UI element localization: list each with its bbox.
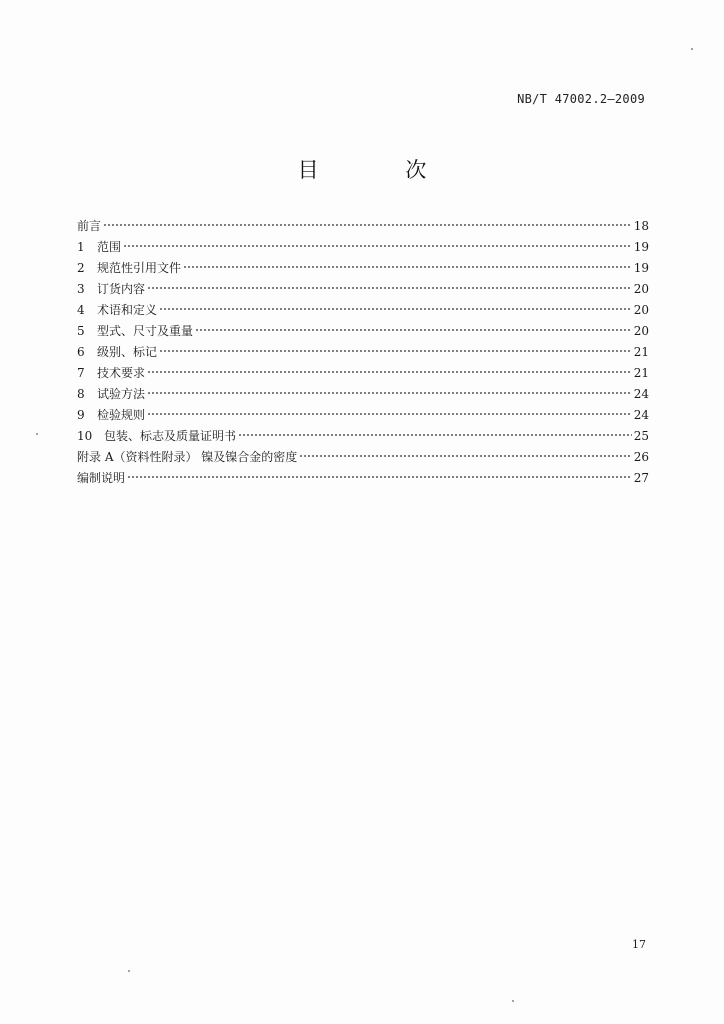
- toc-entry-foreword[interactable]: [77, 216, 649, 237]
- toc-number: 10: [77, 429, 93, 443]
- toc-page-number: 19: [633, 261, 649, 275]
- toc-page-number: 25: [633, 429, 649, 443]
- toc-entry-5[interactable]: [77, 321, 649, 342]
- toc-entry-6[interactable]: [77, 342, 649, 363]
- scan-speck: [512, 1000, 514, 1002]
- toc-entry-8[interactable]: [77, 384, 649, 405]
- page-number: 17: [632, 938, 646, 951]
- toc-label: 编制说明: [77, 471, 126, 485]
- scan-speck: [128, 970, 130, 972]
- toc-label: 术语和定义: [97, 303, 158, 317]
- toc-leader-dots: [159, 307, 632, 311]
- toc-leader-dots: [147, 286, 632, 290]
- toc-page-number: 19: [633, 240, 649, 254]
- toc-label: 附录 A（资料性附录） 镍及镍合金的密度: [77, 450, 298, 464]
- toc-number: 4: [77, 303, 85, 317]
- toc-label: 检验规则: [97, 408, 146, 422]
- toc-entry-1[interactable]: [77, 237, 649, 258]
- toc-number: 2: [77, 261, 85, 275]
- scan-speck: [691, 48, 693, 50]
- toc-entry-7[interactable]: [77, 363, 649, 384]
- toc-number: 3: [77, 282, 85, 296]
- toc-leader-dots: [147, 370, 632, 374]
- toc-page-number: 21: [633, 345, 649, 359]
- toc-leader-dots: [123, 244, 632, 248]
- toc-page-number: 27: [633, 471, 649, 485]
- toc-entry-appendix-a[interactable]: [77, 447, 649, 468]
- toc-label: 技术要求: [97, 366, 146, 380]
- toc-leader-dots: [183, 265, 632, 269]
- toc-leader-dots: [103, 223, 632, 227]
- standard-number: NB/T 47002.2—2009: [517, 92, 645, 106]
- toc-entry-9[interactable]: [77, 405, 649, 426]
- toc-label: 范围: [97, 240, 122, 254]
- toc-number: 6: [77, 345, 85, 359]
- toc-page-number: 20: [633, 303, 649, 317]
- toc-label: 订货内容: [97, 282, 146, 296]
- toc-entry-4[interactable]: [77, 300, 649, 321]
- toc-leader-dots: [159, 349, 632, 353]
- toc-page-number: 26: [633, 450, 649, 464]
- toc-entry-2[interactable]: [77, 258, 649, 279]
- toc-leader-dots: [299, 454, 631, 458]
- toc-number: 8: [77, 387, 85, 401]
- toc-page-number: 21: [633, 366, 649, 380]
- toc-page-number: 20: [633, 282, 649, 296]
- toc-leader-dots: [238, 433, 632, 437]
- toc-label: 级别、标记: [97, 345, 158, 359]
- toc-label: 规范性引用文件: [97, 261, 182, 275]
- toc-label: 前言: [77, 219, 102, 233]
- toc-number: 1: [77, 240, 85, 254]
- toc-leader-dots: [147, 412, 632, 416]
- toc-number: 9: [77, 408, 85, 422]
- toc-page-number: 24: [633, 387, 649, 401]
- toc-page-number: 20: [633, 324, 649, 338]
- toc-label: 包装、标志及质量证明书: [104, 429, 237, 443]
- scan-speck: [36, 433, 38, 435]
- toc-page-number: 18: [633, 219, 649, 233]
- toc-label: 试验方法: [97, 387, 146, 401]
- toc-page-number: 24: [633, 408, 649, 422]
- toc-label: 型式、尺寸及重量: [97, 324, 194, 338]
- toc-leader-dots: [127, 475, 632, 479]
- toc-entry-explanation[interactable]: [77, 468, 649, 489]
- page-title: 目 次: [297, 158, 467, 182]
- toc-number: 5: [77, 324, 85, 338]
- toc-number: 7: [77, 366, 85, 380]
- toc-entry-3[interactable]: [77, 279, 649, 300]
- toc-leader-dots: [147, 391, 632, 395]
- toc-entry-10[interactable]: [77, 426, 649, 447]
- toc-leader-dots: [195, 328, 632, 332]
- table-of-contents: [77, 216, 649, 489]
